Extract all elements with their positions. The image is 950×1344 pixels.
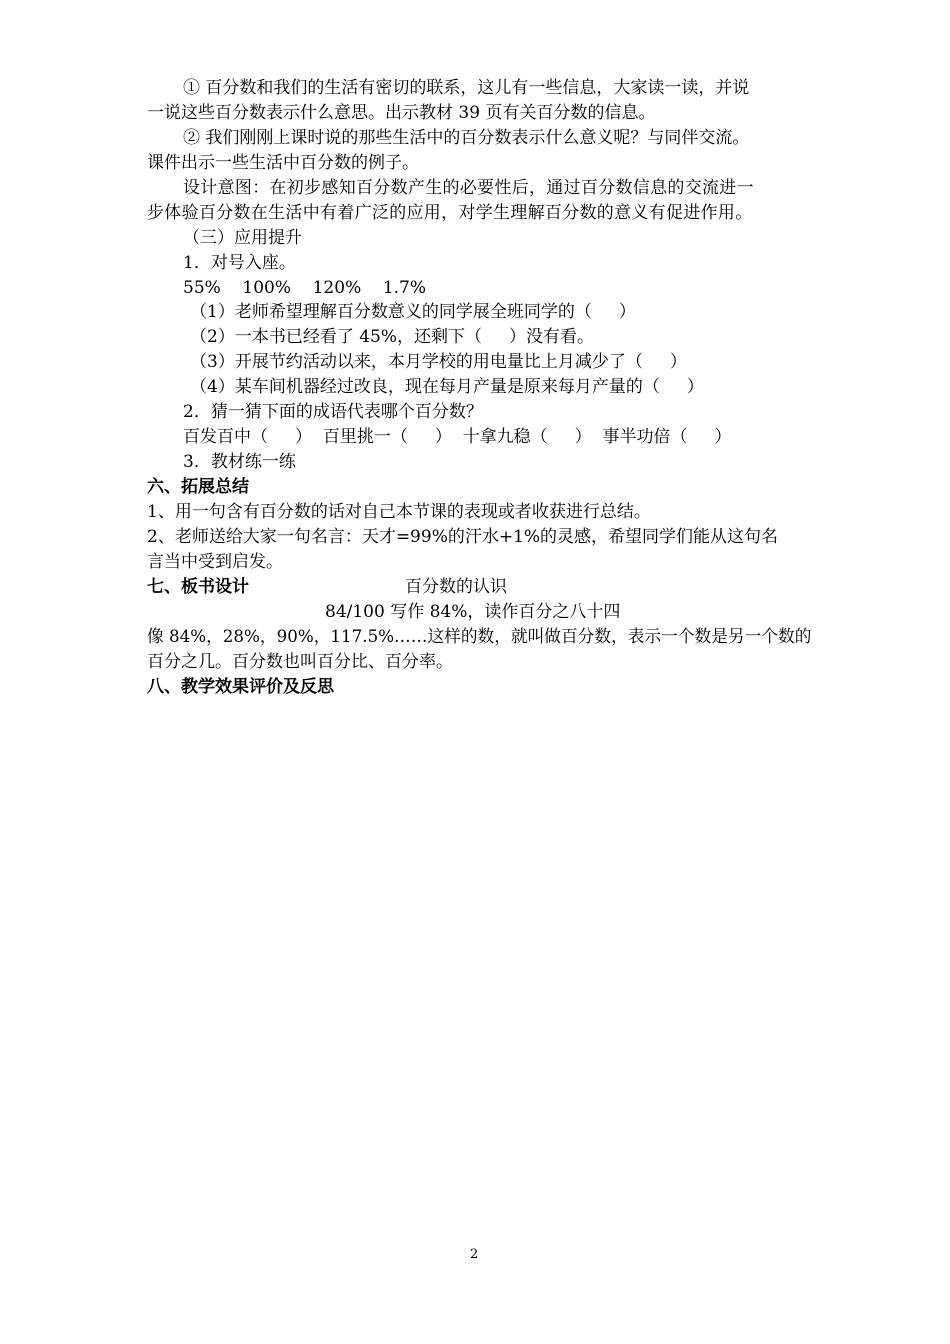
percent-options: 55% 100% 120% 1.7% [183,278,427,298]
paragraph-line: ② 我们刚刚上课时说的那些生活中的百分数表示什么意义呢？与同伴交流。 [183,128,750,148]
exercise-item: （1）老师希望理解百分数意义的同学展全班同学的（ ） [190,302,636,322]
board-title: 百分数的认识 [405,577,507,597]
board-line: 84/100 写作 84%，读作百分之八十四 [325,602,621,622]
design-intent-line: 步体验百分数在生活中有着广泛的应用，对学生理解百分数的意义有促进作用。 [147,203,753,223]
paragraph-line: 2、老师送给大家一句名言：天才=99%的汗水+1%的灵感，希望同学们能从这句名 [147,527,779,547]
exercise-item: （4）某车间机器经过改良，现在每月产量是原来每月产量的（ ） [190,377,704,397]
exercise-heading: 3．教材练一练 [183,452,296,472]
exercise-heading: 1．对号入座。 [183,253,296,273]
exercise-item: （2）一本书已经看了 45%，还剩下（ ）没有看。 [190,327,595,347]
paragraph-line: 像 84%，28%，90%，117.5%……这样的数，就叫做百分数，表示一个数是另一个数的 [147,627,812,647]
design-intent-line: 设计意图：在初步感知百分数产生的必要性后，通过百分数信息的交流进一 [183,178,754,198]
section-heading-7: 七、板书设计 [147,577,249,597]
section-heading-8: 八、教学效果评价及反思 [147,677,334,697]
exercise-item: （3）开展节约活动以来，本月学校的用电量比上月减少了（ ） [190,352,687,372]
page-number: 2 [470,1247,479,1262]
subsection-heading: （三）应用提升 [183,228,302,248]
paragraph-line: 一说这些百分数表示什么意思。出示教材 39 页有关百分数的信息。 [147,103,656,123]
paragraph-line: 1、用一句含有百分数的话对自己本节课的表现或者收获进行总结。 [147,502,651,522]
idiom-items: 百发百中（ ） 百里挑一（ ） 十拿九稳（ ） 事半功倍（ ） [183,427,732,447]
paragraph-line: 言当中受到启发。 [147,552,283,572]
exercise-heading: 2．猜一猜下面的成语代表哪个百分数？ [183,402,483,422]
section-heading-6: 六、拓展总结 [147,477,249,497]
paragraph-line: 课件出示一些生活中百分数的例子。 [147,153,419,173]
paragraph-line: 百分之几。百分数也叫百分比、百分率。 [147,652,453,672]
paragraph-line: ① 百分数和我们的生活有密切的联系，这儿有一些信息，大家读一读，并说 [183,78,750,98]
